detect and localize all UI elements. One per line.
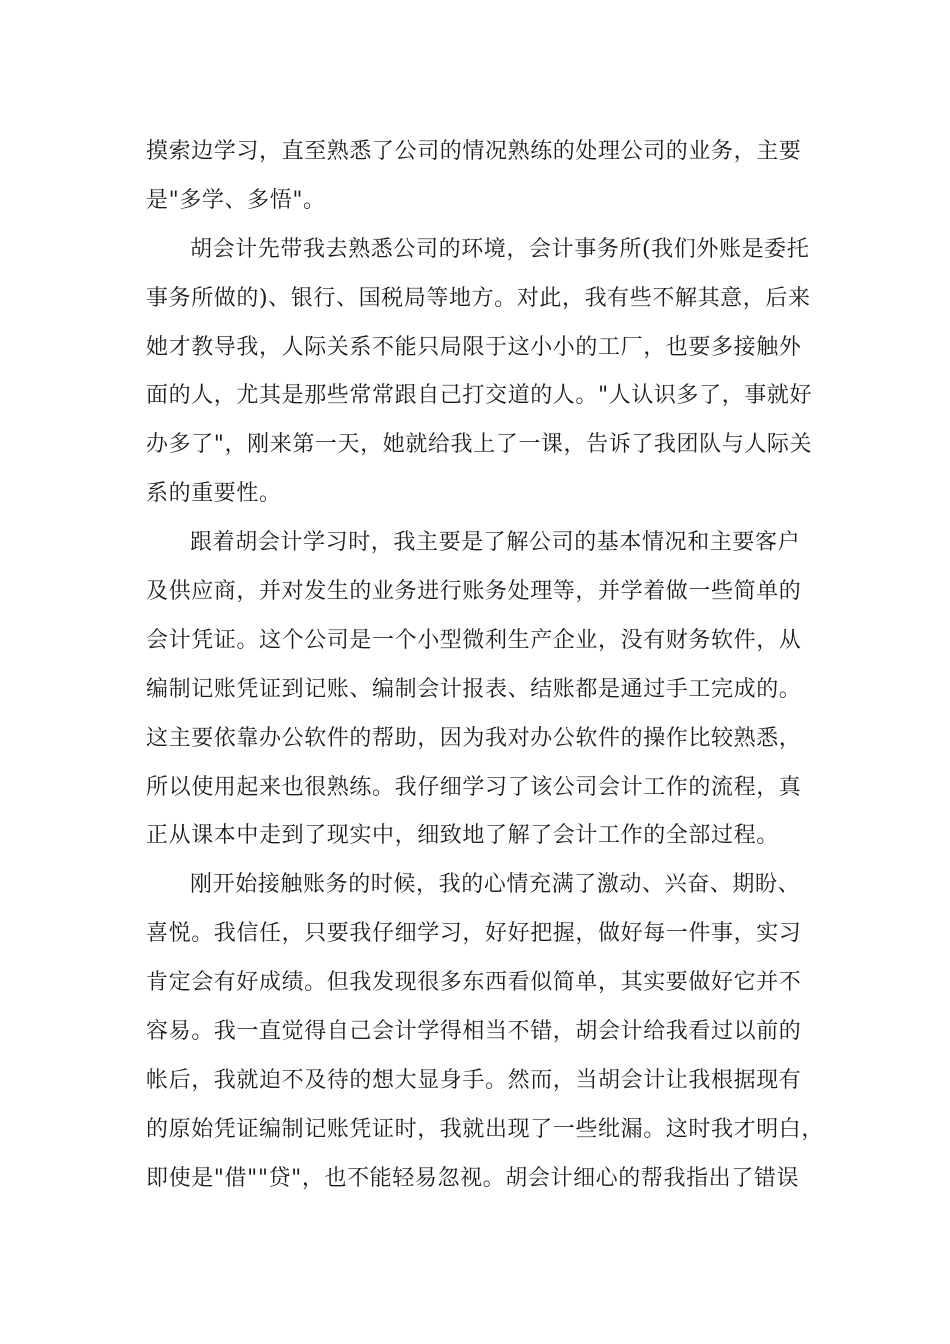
text-line: 肯定会有好成绩。但我发现很多东西看似简单，其实要做好它并不 [146,970,802,996]
text-line: 正从课本中走到了现实中，细致地了解了会计工作的全部过程。 [146,823,779,849]
text-line: 即使是"借""贷"，也不能轻易忽视。胡会计细心的帮我指出了错误 [146,1165,800,1191]
paragraph-start-line: 跟着胡会计学习时，我主要是了解公司的基本情况和主要客户 [190,530,801,556]
text-line: 及供应商，并对发生的业务进行账务处理等，并学着做一些简单的 [146,579,802,605]
text-line: 喜悦。我信任，只要我仔细学习，好好把握，做好每一件事，实习 [146,921,802,947]
paragraph-start-line: 刚开始接触账务的时候，我的心情充满了激动、兴奋、期盼、 [190,872,801,898]
text-line: 事务所做的)、银行、国税局等地方。对此，我有些不解其意，后来 [146,285,811,311]
text-line: 帐后，我就迫不及待的想大显身手。然而，当胡会计让我根据现有 [146,1067,802,1093]
text-line: 的原始凭证编制记账凭证时，我就出现了一些纰漏。这时我才明白， [146,1116,825,1142]
text-line: 容易。我一直觉得自己会计学得相当不错，胡会计给我看过以前的 [146,1019,802,1045]
paragraph-start-line: 胡会计先带我去熟悉公司的环境，会计事务所(我们外账是委托 [190,236,810,262]
text-line: 摸索边学习，直至熟悉了公司的情况熟练的处理公司的业务，主要 [146,139,802,164]
body-text [146,128,826,1204]
text-line: 会计凭证。这个公司是一个小型微利生产企业，没有财务软件，从 [146,627,802,653]
text-line: 是"多学、多悟"。 [146,187,326,213]
text-line: 这主要依靠办公软件的帮助，因为我对办公软件的操作比较熟悉， [146,725,802,751]
text-line: 所以使用起来也很熟练。我仔细学习了该公司会计工作的流程，真 [146,774,802,800]
text-line: 她才教导我，人际关系不能只局限于这小小的工厂，也要多接触外 [146,334,802,360]
text-line: 系的重要性。 [146,481,282,507]
text-line: 办多了"，刚来第一天，她就给我上了一课，告诉了我团队与人际关 [146,432,813,458]
text-line: 面的人，尤其是那些常常跟自己打交道的人。"人认识多了，事就好 [146,383,813,409]
text-line: 编制记账凭证到记账、编制会计报表、结账都是通过手工完成的。 [146,676,802,702]
